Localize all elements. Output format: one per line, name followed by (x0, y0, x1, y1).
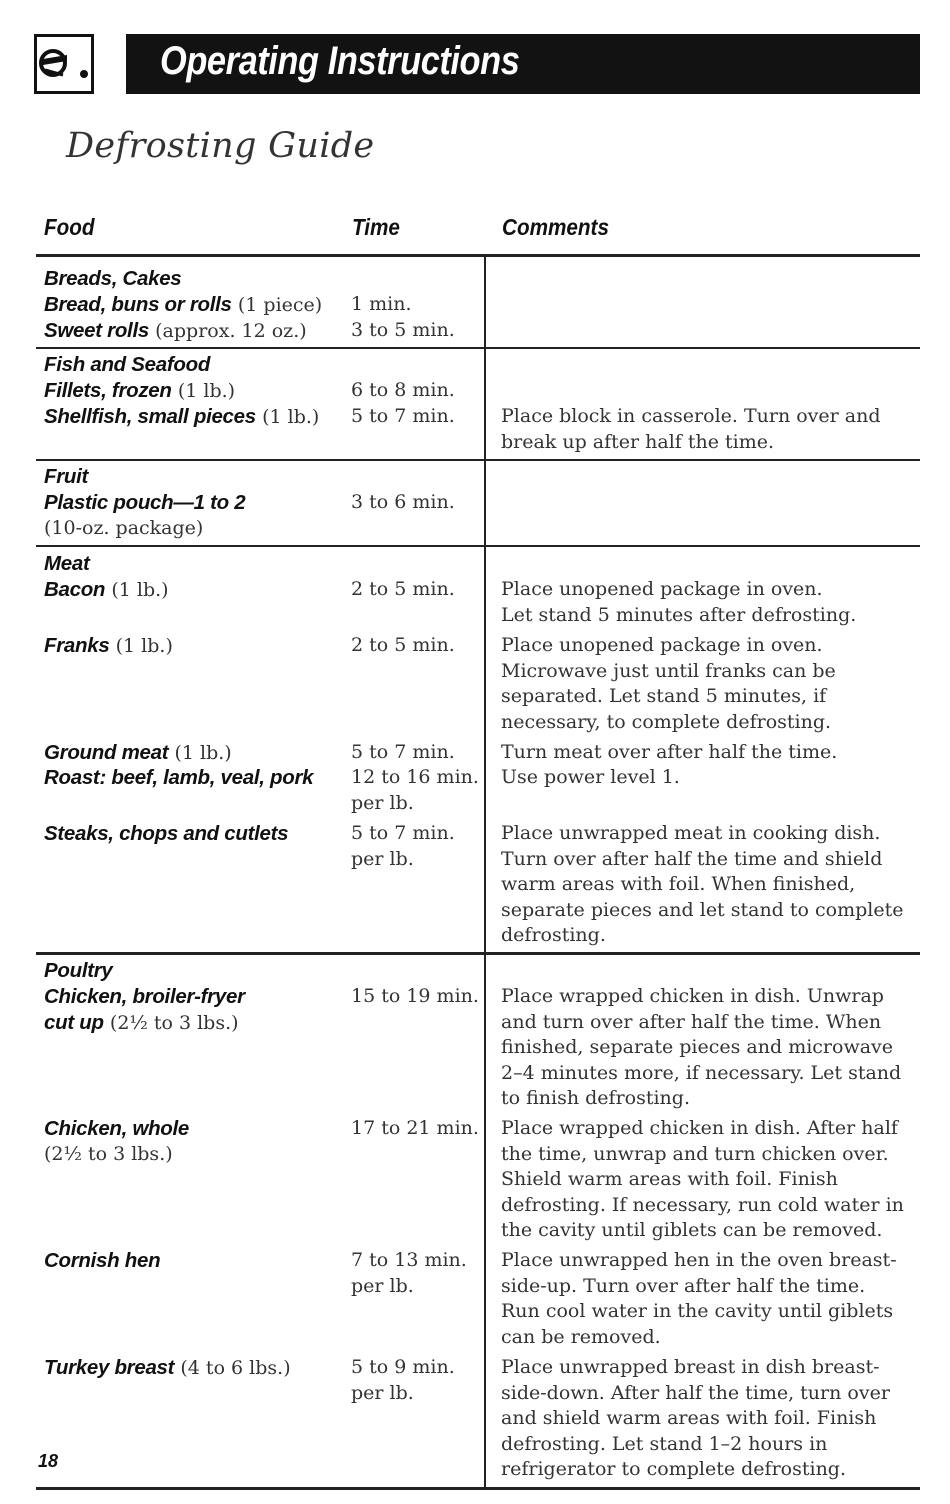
food-item: Franks (1 lb.) (44, 634, 173, 657)
comment-text: Place unopened package in oven. Microwave just until franks can be separated. Let stand 5 minutes, if necessary, to complete defrosting. (501, 634, 836, 733)
section-heading-poultry: Poultry (44, 959, 113, 982)
comment-text: Place unwrapped meat in cooking dish. Turn over after half the time and shield warm areas with foil. When finished, separate pieces and let stand to complete defrosting. (501, 822, 904, 946)
time-value: 2 to 5 min. (351, 578, 455, 600)
food-item-quantity: (10-oz. package) (44, 517, 204, 539)
food-item-name: Chicken, broiler-fryer (44, 985, 245, 1008)
time-value: 1 min. (351, 293, 412, 315)
food-item-name: Plastic pouch—1 to 2 (44, 491, 246, 514)
section-heading-fruit: Fruit (44, 465, 89, 488)
comment-text: Place unopened package in oven. Let stand 5 minutes after defrosting. (501, 578, 857, 626)
food-item-name: Steaks, chops and cutlets (44, 822, 289, 845)
comment-text: Place wrapped chicken in dish. Unwrap and turn over after half the time. When finished, separate pieces and microwave 2–4 minutes more, if necessary. Let stand to finish defrosting. (501, 985, 902, 1109)
food-item-name: Chicken, whole (44, 1117, 190, 1140)
time-value: 5 to 7 min. (351, 822, 455, 844)
microwave-defrost-icon (37, 37, 91, 91)
time-unit: per lb. (351, 1275, 414, 1297)
comment-text: Place unwrapped hen in the oven breast- side-up. Turn over after half the time. Run cool water in the cavity until giblets can be removed. (501, 1249, 897, 1348)
time-value: 5 to 7 min. (351, 741, 455, 763)
column-header-food: Food (44, 214, 95, 240)
header-divider (36, 254, 920, 257)
comment-text: Turn meat over after half the time. (501, 741, 838, 763)
time-value: 5 to 7 min. (351, 405, 455, 427)
food-item: Fillets, frozen (1 lb.) (44, 379, 236, 402)
time-value: 12 to 16 min. (351, 766, 479, 788)
time-value: 15 to 19 min. (351, 985, 479, 1007)
column-divider (484, 256, 486, 1488)
page-header-title: Operating Instructions (160, 39, 520, 83)
time-value: 17 to 21 min. (351, 1117, 479, 1139)
section-heading-breads: Breads, Cakes (44, 267, 182, 290)
title-bar (126, 34, 920, 94)
section-heading-fish: Fish and Seafood (44, 353, 211, 376)
food-item: Ground meat (1 lb.) (44, 741, 232, 764)
comment-text: Use power level 1. (501, 766, 680, 788)
comment-text: Place unwrapped breast in dish breast- side-down. After half the time, turn over and shield warm areas with foil. Finish defrosting. Let stand 1–2 hours in refrigerator to complete defrosting. (501, 1356, 890, 1480)
time-value: 7 to 13 min. (351, 1249, 467, 1271)
food-item: cut up (2½ to 3 lbs.) (44, 1011, 239, 1034)
table-bottom-border (36, 1487, 920, 1490)
defrost-icon-box (34, 34, 94, 94)
food-item: Bacon (1 lb.) (44, 578, 169, 601)
time-value: 5 to 9 min. (351, 1356, 455, 1378)
time-unit: per lb. (351, 848, 414, 870)
column-header-time: Time (352, 214, 400, 240)
food-item: Bread, buns or rolls (1 piece) (44, 293, 323, 316)
comment-text: Place block in casserole. Turn over and break up after half the time. (501, 405, 881, 453)
time-unit: per lb. (351, 1382, 414, 1404)
time-value: 2 to 5 min. (351, 634, 455, 656)
time-value: 6 to 8 min. (351, 379, 455, 401)
section-divider (36, 459, 920, 461)
food-item: Shellfish, small pieces (1 lb.) (44, 405, 320, 428)
food-item-name: Roast: beef, lamb, veal, pork (44, 766, 314, 789)
section-heading-meat: Meat (44, 552, 90, 575)
comment-text: Place wrapped chicken in dish. After half the time, unwrap and turn chicken over. Shield warm areas with foil. Finish defrosting. If necessary, run cold water in the cavity until giblets can be removed. (501, 1117, 904, 1241)
time-unit: per lb. (351, 792, 414, 814)
food-item-name: Cornish hen (44, 1249, 161, 1272)
column-header-comments: Comments (502, 214, 609, 240)
food-item-quantity: (2½ to 3 lbs.) (44, 1143, 173, 1165)
guide-title: Defrosting Guide (66, 126, 375, 166)
section-divider (36, 545, 920, 547)
section-divider (36, 952, 920, 955)
page-number: 18 (38, 1451, 59, 1471)
time-value: 3 to 6 min. (351, 491, 455, 513)
food-item: Turkey breast (4 to 6 lbs.) (44, 1356, 291, 1379)
food-item: Sweet rolls (approx. 12 oz.) (44, 319, 307, 342)
section-divider (36, 347, 920, 349)
time-value: 3 to 5 min. (351, 319, 455, 341)
